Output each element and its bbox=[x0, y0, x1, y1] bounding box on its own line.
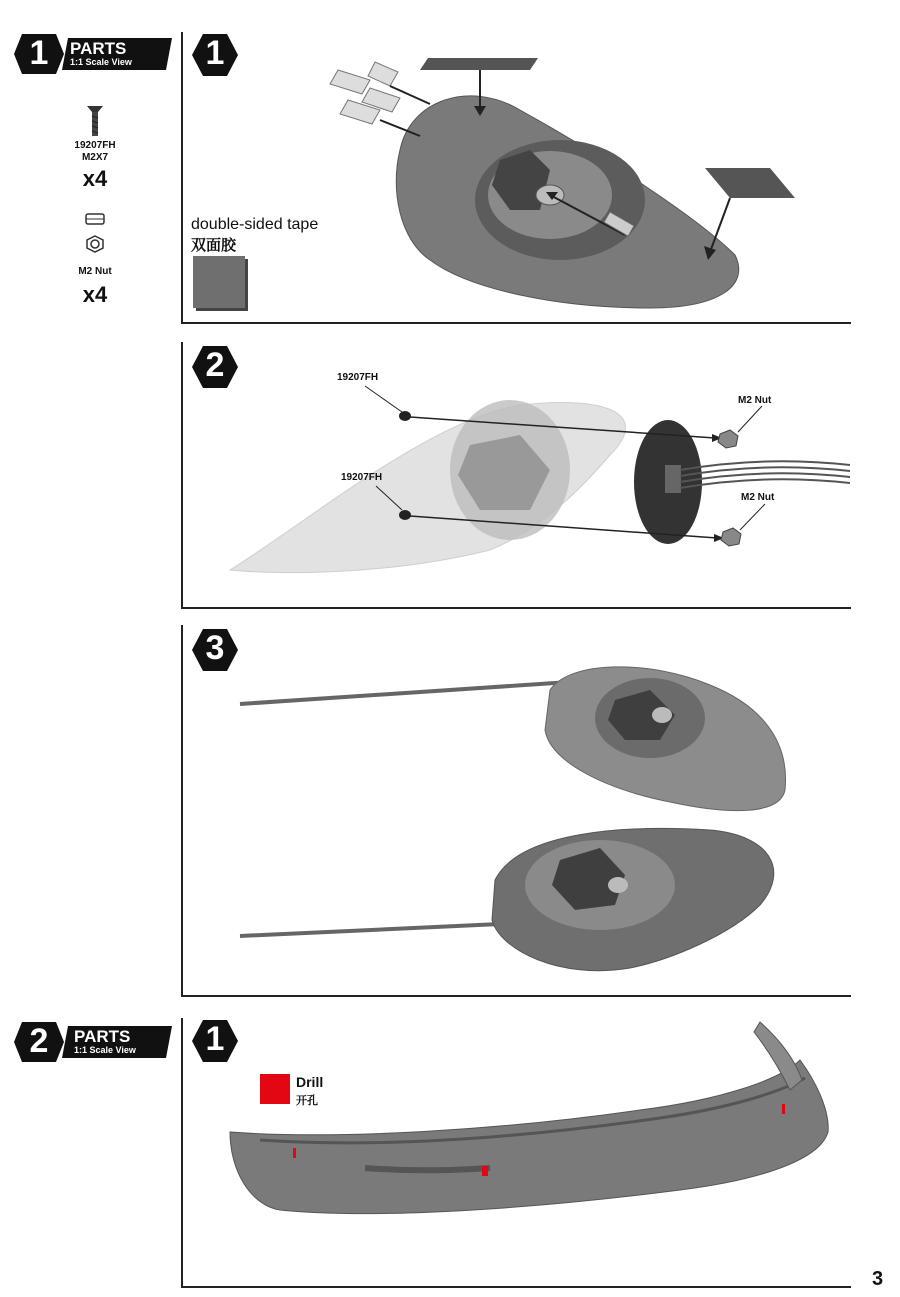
nut-code: M2 Nut bbox=[78, 266, 112, 277]
tape-label-zh: 双面胶 bbox=[191, 237, 237, 254]
tape-label-en: double-sided tape bbox=[191, 216, 319, 233]
parts-header-2 bbox=[6, 1018, 176, 1066]
parts-subtitle: 1:1 Scale View bbox=[74, 1045, 136, 1055]
screw-spec: M2X7 bbox=[81, 152, 109, 163]
nut-qty: x4 bbox=[82, 282, 108, 307]
step3-illustration bbox=[230, 630, 850, 990]
page-number: 3 bbox=[872, 1268, 884, 1290]
spoiler-illustration bbox=[220, 1020, 840, 1220]
hex-nut-icon bbox=[60, 212, 130, 258]
screw-qty: x4 bbox=[82, 166, 108, 191]
countersunk-screw-icon bbox=[60, 104, 130, 138]
step1-illustration bbox=[230, 40, 850, 310]
parts-section-number: 2 bbox=[29, 1022, 49, 1060]
step-number: 2 bbox=[205, 346, 225, 384]
step-number: 3 bbox=[205, 629, 225, 667]
drill-label-zh: 开孔 bbox=[296, 1095, 318, 1107]
callout-screw-bottom: 19207FH bbox=[341, 472, 383, 483]
parts-title: PARTS bbox=[70, 39, 127, 58]
screw-code: 19207FH bbox=[74, 140, 116, 151]
nut-part bbox=[60, 212, 130, 263]
screw-part bbox=[60, 104, 130, 143]
callout-nut-bottom: M2 Nut bbox=[741, 492, 775, 503]
parts-section-number: 1 bbox=[29, 34, 49, 72]
parts-header-1 bbox=[6, 30, 176, 78]
drill-label-en: Drill bbox=[296, 1074, 324, 1090]
step-number: 1 bbox=[205, 34, 225, 72]
step-number: 1 bbox=[205, 1020, 225, 1058]
parts-title: PARTS bbox=[74, 1027, 131, 1046]
parts-subtitle: 1:1 Scale View bbox=[70, 57, 132, 67]
callout-nut-top: M2 Nut bbox=[738, 395, 772, 406]
tape-swatch bbox=[193, 256, 245, 308]
callout-screw-top: 19207FH bbox=[337, 372, 379, 383]
